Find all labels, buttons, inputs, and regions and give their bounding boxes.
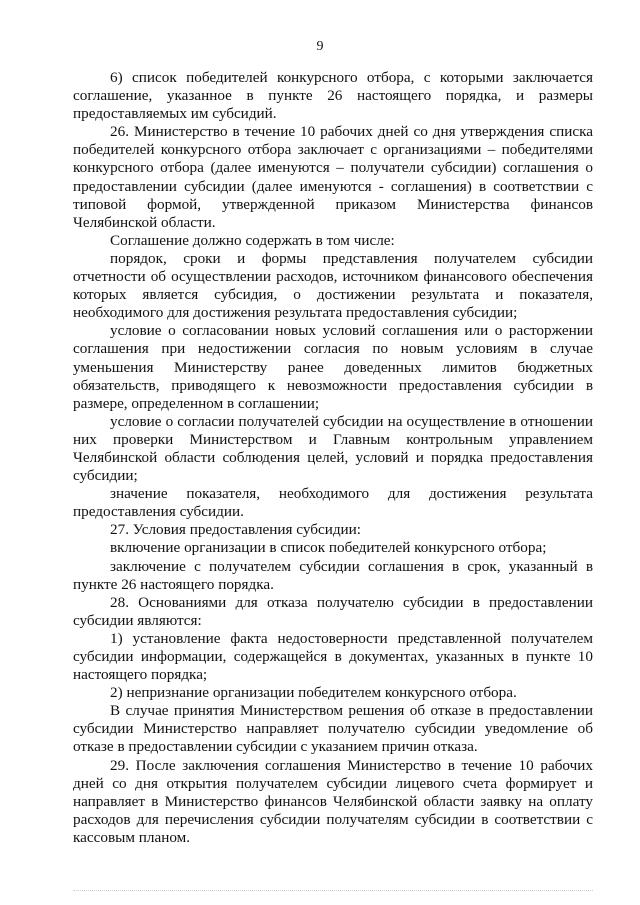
paragraph-refusal-reason-1: 1) установление факта недостоверности представленной получателем субсидии информации, содержащейся в документах, указанных в пункте 10 настоящего порядка;	[73, 629, 593, 684]
paragraph-clause-27: 27. Условия предоставления субсидии:	[110, 521, 362, 539]
paragraph-refusal-reason-2: 2) непризнание организации победителем конкурсного отбора.	[110, 684, 517, 702]
page-bottom-edge	[73, 890, 593, 891]
paragraph-clause-29: 29. После заключения соглашения Министерство в течение 10 рабочих дней со дня открытия получателем субсидии лицевого счета формирует и направляет в Министерство финансов Челябинской области заявку на оплату расходов для перечисления субсидии получателям субсидии в соответствии с кассовым планом.	[73, 756, 593, 846]
paragraph-clause-26: 26. Министерство в течение 10 рабочих дней со дня утверждения списка победителей конкурсного отбора заключает с организациями – победителями конкурсного отбора (далее именуются – получатели субсидии) соглашения о предоставлении субсидии (далее именуются - соглашения) в соответствии с типовой формой, утвержденной приказом Министерства финансов Челябинской области.	[73, 123, 593, 231]
paragraph-new-conditions: условие о согласовании новых условий соглашения или о расторжении соглашения при недостижении согласия по новым условиям в случае уменьшения Министерству ранее доведенных лимитов бюджетных обязательств, приводящего к невозможности предоставления субсидии в размере, определенном в соглашении;	[73, 322, 593, 412]
paragraph-refusal-notice: В случае принятия Министерством решения об отказе в предоставлении субсидии Министерство направляет получателю субсидии уведомление об отказе в предоставлении субсидии с указанием причин отказа.	[73, 702, 593, 756]
paragraph-agreement-contents-intro: Соглашение должно содержать в том числе:	[110, 231, 395, 249]
paragraph-list-item-6: 6) список победителей конкурсного отбора, с которыми заключается соглашение, указанное в пункте 26 настоящего порядка, и размеры предоставляемых им субсидий.	[73, 69, 593, 123]
paragraph-clause-28: 28. Основаниями для отказа получателю субсидии в предоставлении субсидии являются:	[73, 593, 593, 629]
document-body	[73, 69, 593, 847]
page-number: 9	[316, 39, 324, 54]
paragraph-reporting-requirements: порядок, сроки и формы представления получателем субсидии отчетности об осуществлении расходов, источником финансового обеспечения которых является субсидия, о достижении результата и показателя, необходимого для достижения результата предоставления субсидии;	[73, 249, 593, 322]
paragraph-indicator-value: значение показателя, необходимого для достижения результата предоставления субсидии.	[73, 485, 593, 521]
paragraph-winners-inclusion: включение организации в список победителей конкурсного отбора;	[110, 539, 547, 557]
paragraph-inspection-consent: условие о согласии получателей субсидии на осуществление в отношении них проверки Министерством и Главным контрольным управлением Челябинской области соблюдения целей, условий и порядка предоставления субсидии;	[73, 412, 593, 485]
paragraph-agreement-deadline: заключение с получателем субсидии соглашения в срок, указанный в пункте 26 настоящего порядка.	[73, 557, 593, 593]
